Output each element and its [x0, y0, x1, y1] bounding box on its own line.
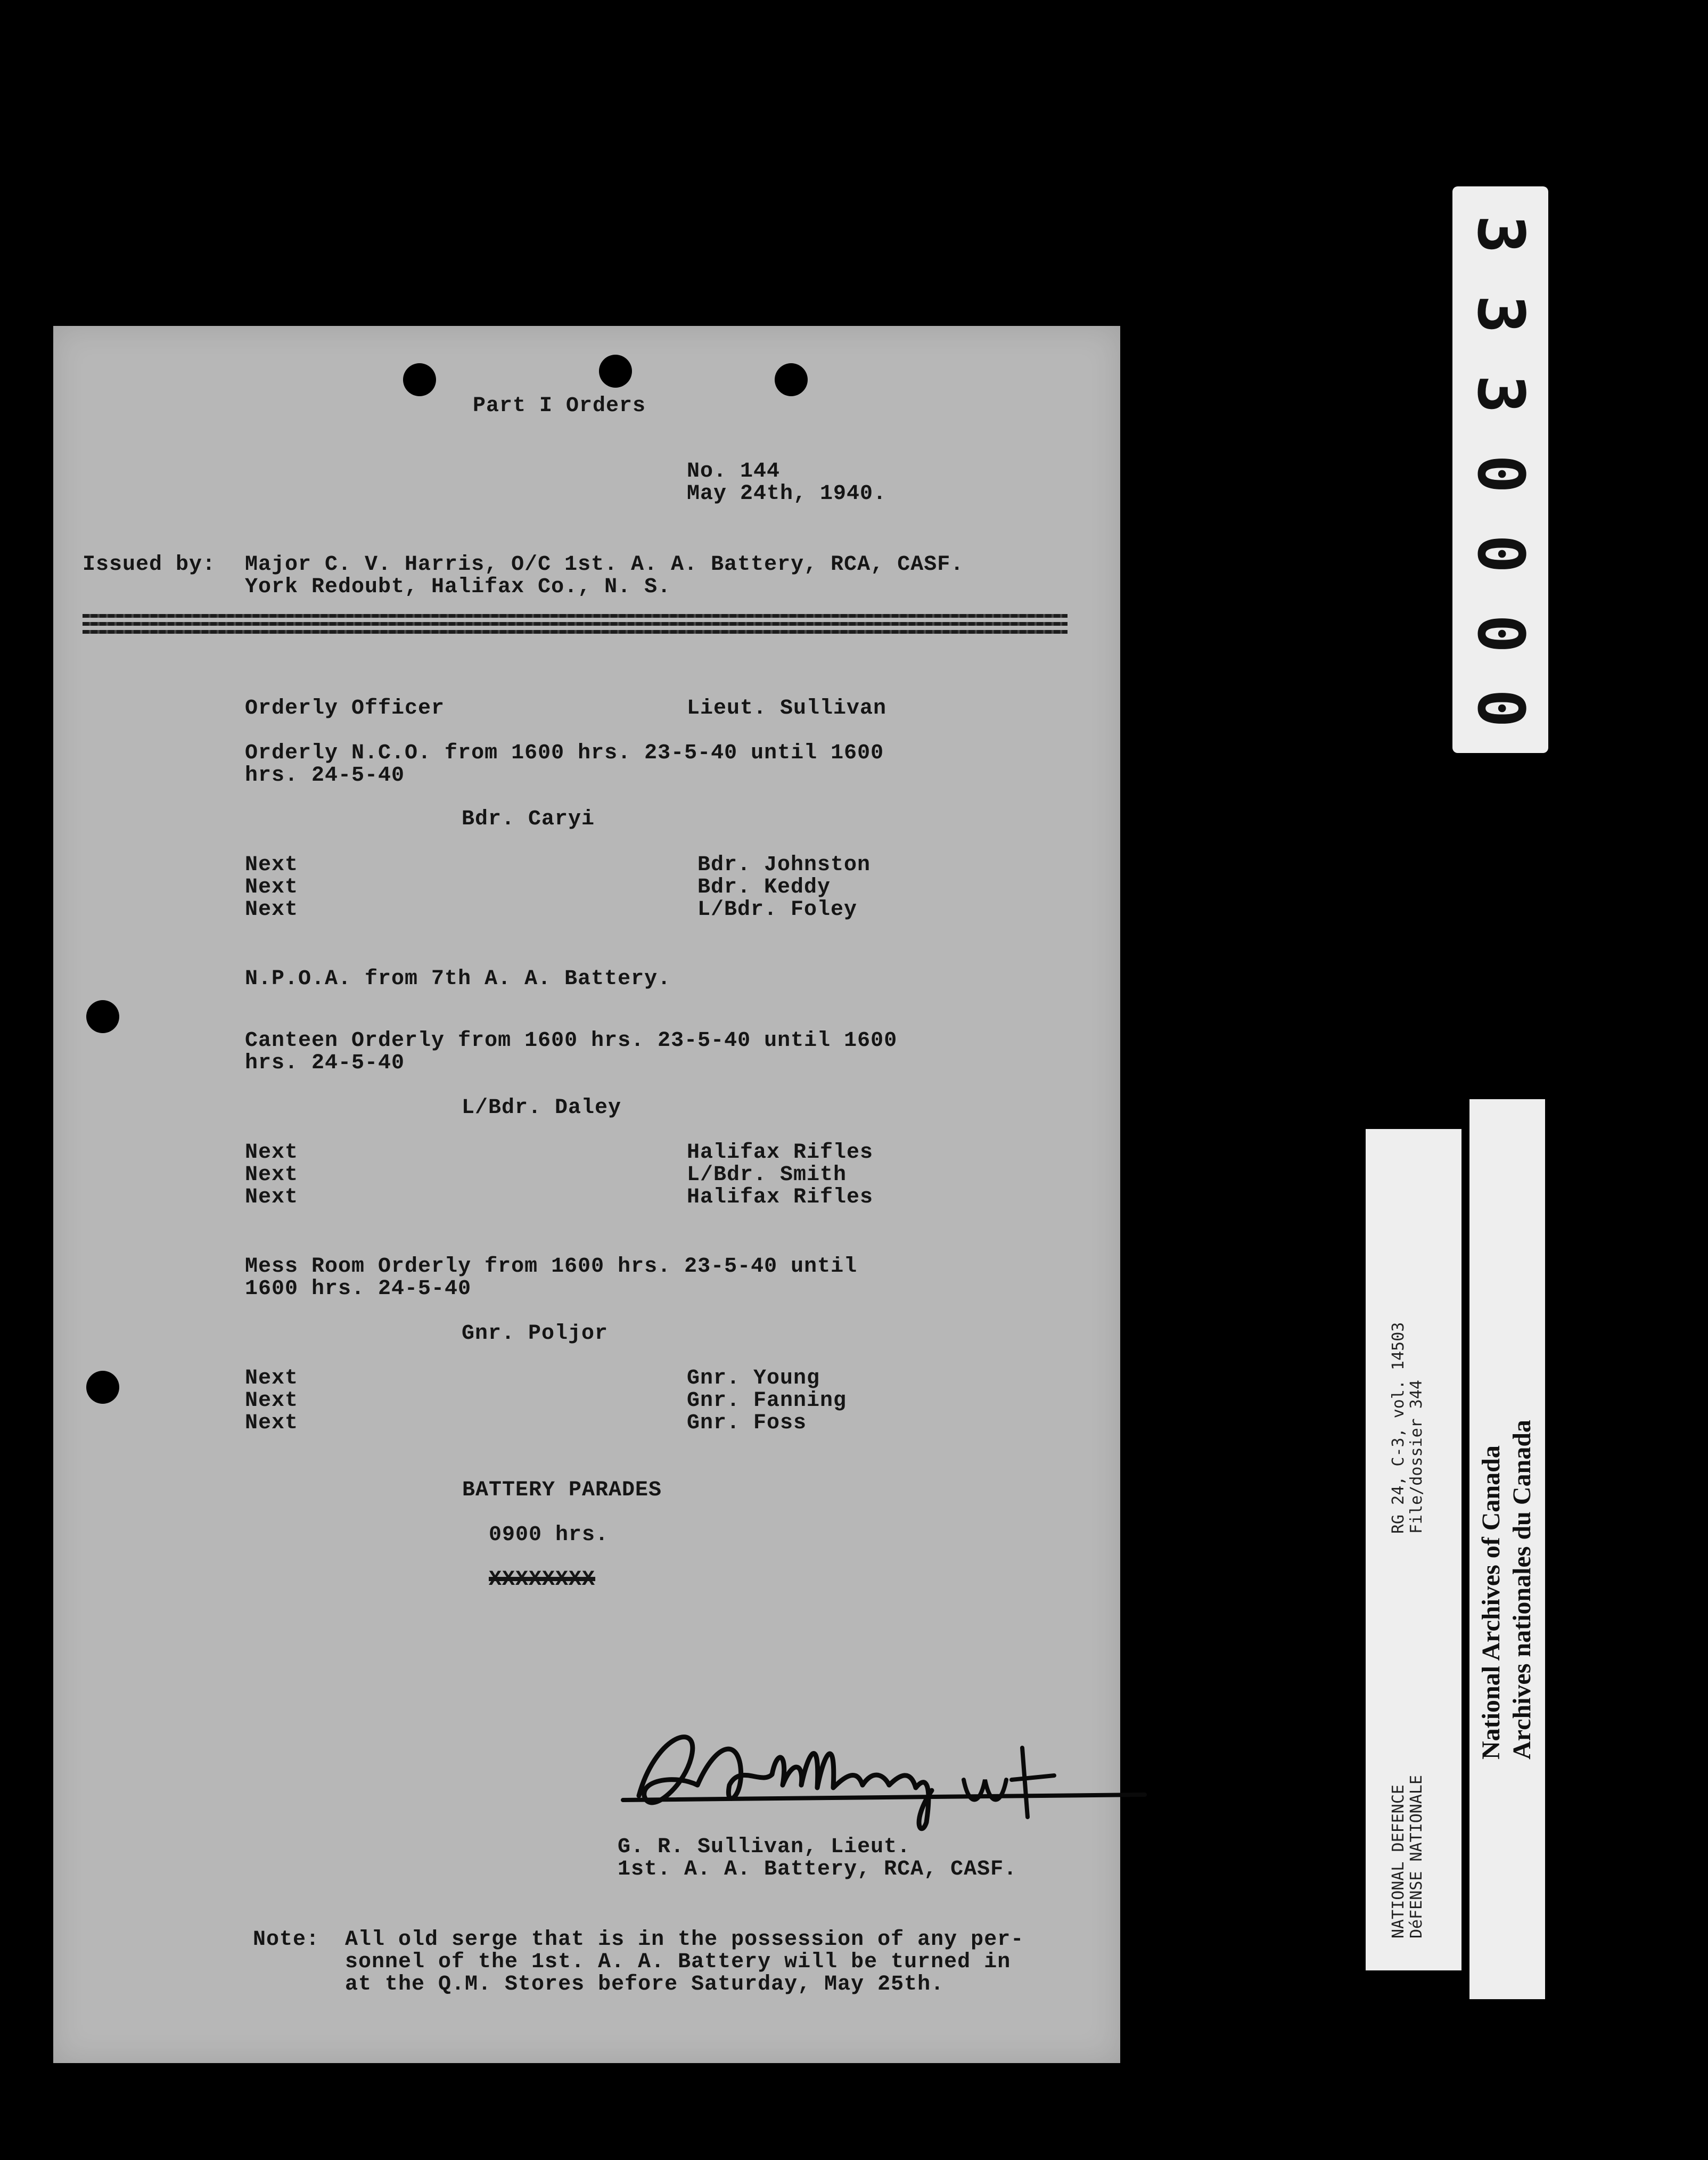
department-text — [1390, 1775, 1426, 1938]
issued-by-label: Issued by: — [83, 553, 216, 577]
archive-institution-label — [1469, 1099, 1545, 1999]
next-label: Next — [245, 853, 299, 877]
order-number: No. 144 — [687, 460, 781, 484]
order-date: May 24th, 1940. — [687, 482, 887, 506]
next-name: Gnr. Fanning — [687, 1389, 847, 1413]
parade-time: 0900 hrs. — [489, 1523, 609, 1547]
institution-line: National Archives of Canada — [1477, 1445, 1505, 1760]
mess-orderly-line: Mess Room Orderly from 1600 hrs. 23-5-40 until — [245, 1255, 858, 1279]
mess-orderly-name: Gnr. Poljor — [462, 1322, 609, 1346]
reference-line: File/dossier 344 — [1407, 1380, 1426, 1534]
next-label: Next — [245, 876, 299, 899]
battery-parades-heading: BATTERY PARADES — [462, 1478, 662, 1502]
punch-hole — [403, 363, 436, 396]
orderly-nco-line: hrs. 24-5-40 — [245, 764, 405, 788]
issued-by-line: York Redoubt, Halifax Co., N. S. — [245, 575, 671, 599]
issued-by-line: Major C. V. Harris, O/C 1st. A. A. Battery, RCA, CASF. — [245, 553, 964, 577]
next-name: Gnr. Young — [687, 1367, 820, 1390]
note-line: sonnel of the 1st. A. A. Battery will be turned in — [345, 1950, 1011, 1974]
archive-reference-label — [1366, 1129, 1461, 1970]
next-label: Next — [245, 1163, 299, 1187]
divider-line — [83, 622, 1068, 626]
reference-line: RG 24, C-3, vol. 14503 — [1389, 1322, 1408, 1534]
canteen-orderly-line: hrs. 24-5-40 — [245, 1051, 405, 1075]
next-name: Halifax Rifles — [687, 1185, 874, 1209]
signature — [618, 1716, 1150, 1838]
punch-hole — [86, 1000, 119, 1033]
note-line: at the Q.M. Stores before Saturday, May 25th. — [345, 1973, 945, 1997]
canteen-orderly-line: Canteen Orderly from 1600 hrs. 23-5-40 until 1600 — [245, 1029, 898, 1053]
divider-line — [83, 630, 1068, 634]
canteen-orderly-name: L/Bdr. Daley — [462, 1096, 622, 1120]
next-label: Next — [245, 1185, 299, 1209]
next-label: Next — [245, 898, 299, 922]
institution-text — [1476, 1420, 1538, 1760]
stamp-digit: 3 — [1463, 294, 1538, 334]
next-name: Gnr. Foss — [687, 1411, 807, 1435]
struck-out-text: XXXXXXXX — [489, 1568, 596, 1592]
next-name: Bdr. Johnston — [697, 853, 871, 877]
punch-hole — [599, 355, 632, 388]
department-line: NATIONAL DEFENCE — [1389, 1785, 1408, 1938]
department-line: DéFENSE NATIONALE — [1407, 1774, 1426, 1938]
stamp-digit: 0 — [1463, 614, 1538, 653]
next-name: L/Bdr. Foley — [697, 898, 858, 922]
orderly-nco-name: Bdr. Caryi — [462, 807, 595, 831]
orderly-officer-label: Orderly Officer — [245, 697, 445, 721]
document-page — [53, 326, 1120, 2063]
stamp-digit: 0 — [1463, 454, 1538, 494]
orderly-officer-name: Lieut. Sullivan — [687, 697, 887, 721]
document-heading: Part I Orders — [473, 394, 646, 418]
signatory-name: G. R. Sullivan, Lieut. — [618, 1835, 911, 1859]
next-name: L/Bdr. Smith — [687, 1163, 847, 1187]
stamp-digit: 3 — [1463, 374, 1538, 414]
note-line: All old serge that is in the possession of any per- — [345, 1928, 1024, 1952]
divider-line — [83, 614, 1068, 618]
institution-line: Archives nationales du Canada — [1508, 1420, 1536, 1760]
next-label: Next — [245, 1141, 299, 1165]
next-label: Next — [245, 1367, 299, 1390]
note-label: Note: — [253, 1928, 320, 1952]
next-label: Next — [245, 1389, 299, 1413]
signatory-unit: 1st. A. A. Battery, RCA, CASF. — [618, 1858, 1017, 1881]
next-name: Bdr. Keddy — [697, 876, 831, 899]
stamp-digit: 0 — [1463, 689, 1538, 728]
next-label: Next — [245, 1411, 299, 1435]
frame-number-stamp — [1452, 186, 1548, 753]
punch-hole — [775, 363, 808, 396]
stamp-digit: 3 — [1463, 215, 1538, 254]
orderly-nco-line: Orderly N.C.O. from 1600 hrs. 23-5-40 until 1600 — [245, 741, 884, 765]
punch-hole — [86, 1371, 119, 1404]
reference-text — [1390, 1322, 1426, 1534]
next-name: Halifax Rifles — [687, 1141, 874, 1165]
mess-orderly-line: 1600 hrs. 24-5-40 — [245, 1277, 472, 1301]
npoa-line: N.P.O.A. from 7th A. A. Battery. — [245, 967, 671, 991]
stamp-digit: 0 — [1463, 534, 1538, 574]
